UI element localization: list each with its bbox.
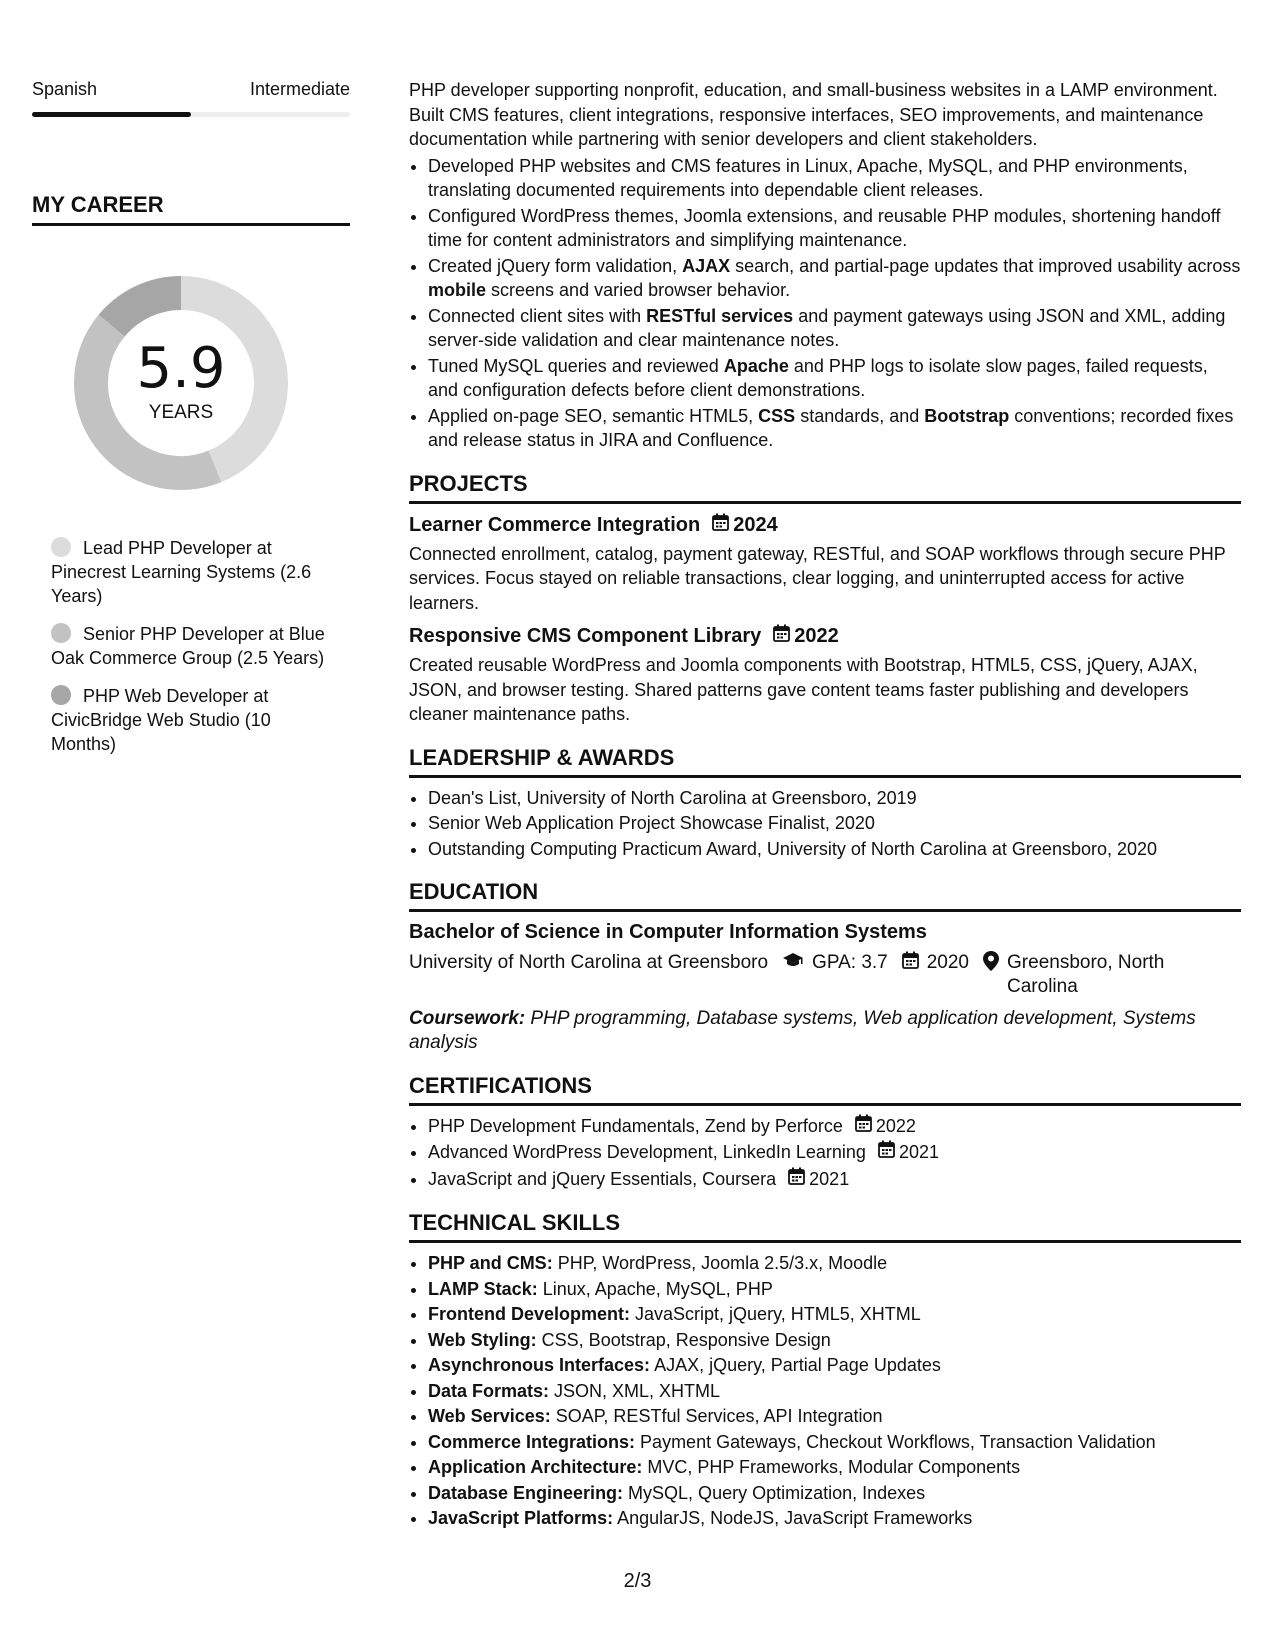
skill-label: JavaScript Platforms: [428,1508,614,1528]
bullet-text: conventions; recorded fixes and release status in JIRA and Confluence. [428,405,1234,450]
skills-list [409,1251,1241,1531]
certifications-title: CERTIFICATIONS [409,1073,1241,1106]
certification-item [428,1114,1241,1140]
skill-value: Payment Gateways, Checkout Workflows, Transaction Validation [635,1431,1156,1452]
certifications-list [409,1114,1241,1193]
project-description: Connected enrollment, catalog, payment gateway, RESTful, and SOAP workflows through secure PHP services. Focus stayed on reliable transactions, clear logging, and uninterrupted access for active learners. [409,543,1226,613]
skill-label: Application Architecture: [428,1457,643,1477]
graduation-cap-icon [782,951,804,999]
bullet-text: search, and partial-page updates that improved usability across [730,255,1241,276]
calendar-icon [855,1114,872,1140]
certification-year: 2021 [809,1168,850,1189]
project-title [409,512,1241,539]
bullet-text: Developed PHP websites and CMS features in Linux, Apache, MySQL, and PHP environments, translating documented requirements into dependable client releases. [428,155,1188,200]
experience-bullet [428,354,1241,403]
leadership-list [409,786,1241,862]
experience-summary: PHP developer supporting nonprofit, education, and small-business websites in a LAMP environment. Built CMS features, client integrations, responsive interfaces, SEO improvements, and maintenance documentation while partnering with senior developers and client stakeholders. [409,80,1218,149]
career-years-unit: YEARS [148,402,214,423]
award-item: • Senior Web Application Project Showcase Finalist, 2020 [428,811,1241,836]
career-donut-chart [66,268,296,498]
calendar-icon [788,1167,805,1193]
projects-list [409,512,1241,727]
skill-value: SOAP, RESTful Services, API Integration [550,1406,883,1426]
career-item-text: PHP Web Developer at CivicBridge Web Studio (10 Months) [51,686,271,754]
language-name: Spanish [32,79,98,99]
project-name: Responsive CMS Component Library [409,625,762,647]
career-legend [51,536,350,756]
projects-title: PROJECTS [409,471,1241,504]
skill-item [428,1404,1241,1429]
skill-value: MVC, PHP Frameworks, Modular Components [642,1457,1021,1477]
project-item [409,623,1241,727]
bullet-text: and PHP logs to isolate slow pages, failed requests, and configuration defects before client demonstrations. [428,355,1208,400]
project-description: Created reusable WordPress and Joomla components with Bootstrap, HTML5, CSS, jQuery, AJAX, JSON, and browser testing. Shared patterns gave content teams faster publishing and developers cleaner maintenance paths. [409,655,1198,724]
bullet-text: standards, and [795,405,925,426]
career-item [51,536,331,608]
skill-value: PHP, WordPress, Joomla 2.5/3.x, Moodle [552,1253,888,1273]
leadership-title: LEADERSHIP & AWARDS [409,745,1241,778]
skill-label: LAMP Stack: [428,1278,538,1299]
skill-value: MySQL, Query Optimization, Indexes [623,1482,926,1503]
calendar-icon [878,1140,895,1166]
education-year: 2020 [926,951,970,973]
bullet-text: screens and varied browser behavior. [486,280,791,300]
award-item: • Outstanding Computing Practicum Award, University of North Carolina at Greensboro, 2020 [428,837,1241,862]
career-dot [51,537,71,557]
skill-label: PHP and CMS: [428,1253,553,1273]
language-proficiency-fill [32,112,191,117]
education-degree: Bachelor of Science in Computer Information Systems [409,921,927,943]
highlight-keyword: CSS [758,405,796,426]
bullet-text: Connected client sites with [428,305,647,326]
skill-label: Commerce Integrations: [428,1431,636,1452]
skill-value: Linux, Apache, MySQL, PHP [537,1278,773,1299]
skill-item [428,1506,1241,1531]
highlight-keyword: Bootstrap [924,405,1010,426]
language-row [32,78,350,100]
education-gpa: GPA: 3.7 [812,951,888,973]
page-number: 2/3 [623,1570,652,1592]
experience-bullet [428,404,1241,453]
skill-item [428,1481,1241,1506]
highlight-keyword: Apache [723,355,789,376]
bullet-text: Tuned MySQL queries and reviewed [428,355,724,376]
project-name: Learner Commerce Integration [409,513,701,536]
sidebar [32,78,350,770]
skill-label: Frontend Development: [428,1304,631,1324]
bullet-text: Applied on-page SEO, semantic HTML5, [428,405,759,426]
skill-value: AJAX, jQuery, Partial Page Updates [650,1355,941,1375]
main-content [409,78,1241,1532]
skills-title: TECHNICAL SKILLS [409,1210,1241,1243]
career-item-text: Lead PHP Developer at Pinecrest Learning Systems (2.6 Years) [51,538,312,606]
skill-label: Web Services: [428,1406,551,1426]
certification-name: JavaScript and jQuery Essentials, Coursera [428,1168,777,1189]
experience-bullet [428,254,1241,303]
skill-item [428,1430,1241,1455]
skill-item [428,1302,1241,1327]
education-school: University of North Carolina at Greensboro [409,951,769,973]
experience-bullet [428,204,1241,253]
skill-value: CSS, Bootstrap, Responsive Design [536,1329,831,1350]
bullet-text: and payment gateways using JSON and XML, adding server-side validation and clear maintenance notes. [428,305,1226,350]
coursework-label: Coursework: [409,1007,526,1029]
award-item: • Dean's List, University of North Carolina at Greensboro, 2019 [428,786,1241,811]
education-location: Greensboro, North Carolina [1007,951,1165,997]
career-dot [51,685,71,705]
highlight-keyword: RESTful services [646,305,794,326]
project-year: 2022 [794,625,839,647]
skill-label: Database Engineering: [428,1482,624,1503]
language-level: Intermediate [249,79,350,99]
certification-name: Advanced WordPress Development, LinkedIn Learning [428,1142,866,1162]
project-item [409,512,1241,616]
certification-year: 2021 [898,1142,939,1162]
career-dot [51,623,71,643]
skill-item [428,1455,1241,1480]
map-pin-icon [983,951,999,999]
certification-name: PHP Development Fundamentals, Zend by Perforce [428,1115,843,1136]
donut-center [66,268,296,498]
certification-year: 2022 [875,1115,916,1136]
coursework-text: PHP programming, Database systems, Web application development, Systems analysis [409,1007,1196,1053]
skill-value: JSON, XML, XHTML [549,1380,721,1401]
education-coursework [409,1007,1241,1055]
calendar-icon [712,513,729,539]
experience-bullet [428,304,1241,353]
language-proficiency-bar [32,112,350,117]
skill-label: Asynchronous Interfaces: [428,1355,651,1375]
skill-item [428,1353,1241,1378]
calendar-icon [902,951,919,999]
certification-item [428,1167,1241,1193]
bullet-text: Created jQuery form validation, [428,255,683,276]
bullet-text: Configured WordPress themes, Joomla extensions, and reusable PHP modules, shortening handoff time for content administrators and simplifying maintenance. [428,205,1221,250]
career-item [51,684,331,756]
skill-item [428,1328,1241,1353]
highlight-keyword: AJAX [682,255,731,276]
highlight-keyword: mobile [428,280,487,300]
career-item-text: Senior PHP Developer at Blue Oak Commerce Group (2.5 Years) [51,624,325,668]
skill-value: JavaScript, jQuery, HTML5, XHTML [630,1304,921,1324]
project-year: 2024 [733,513,778,536]
skill-item [428,1277,1241,1302]
education-details [409,951,1241,999]
project-title [409,623,1241,650]
skill-label: Web Styling: [428,1329,537,1350]
certification-item [428,1140,1241,1166]
calendar-icon [773,624,790,650]
career-title: MY CAREER [32,192,350,226]
experience-bullets [409,154,1241,453]
skill-item [428,1251,1241,1276]
experience-bullet [428,154,1241,203]
skill-value: AngularJS, NodeJS, JavaScript Frameworks [613,1508,973,1528]
career-years-value: 5.9 [136,336,226,401]
skill-label: Data Formats: [428,1380,550,1401]
education-title: EDUCATION [409,879,1241,912]
career-item [51,622,331,670]
skill-item [428,1379,1241,1404]
